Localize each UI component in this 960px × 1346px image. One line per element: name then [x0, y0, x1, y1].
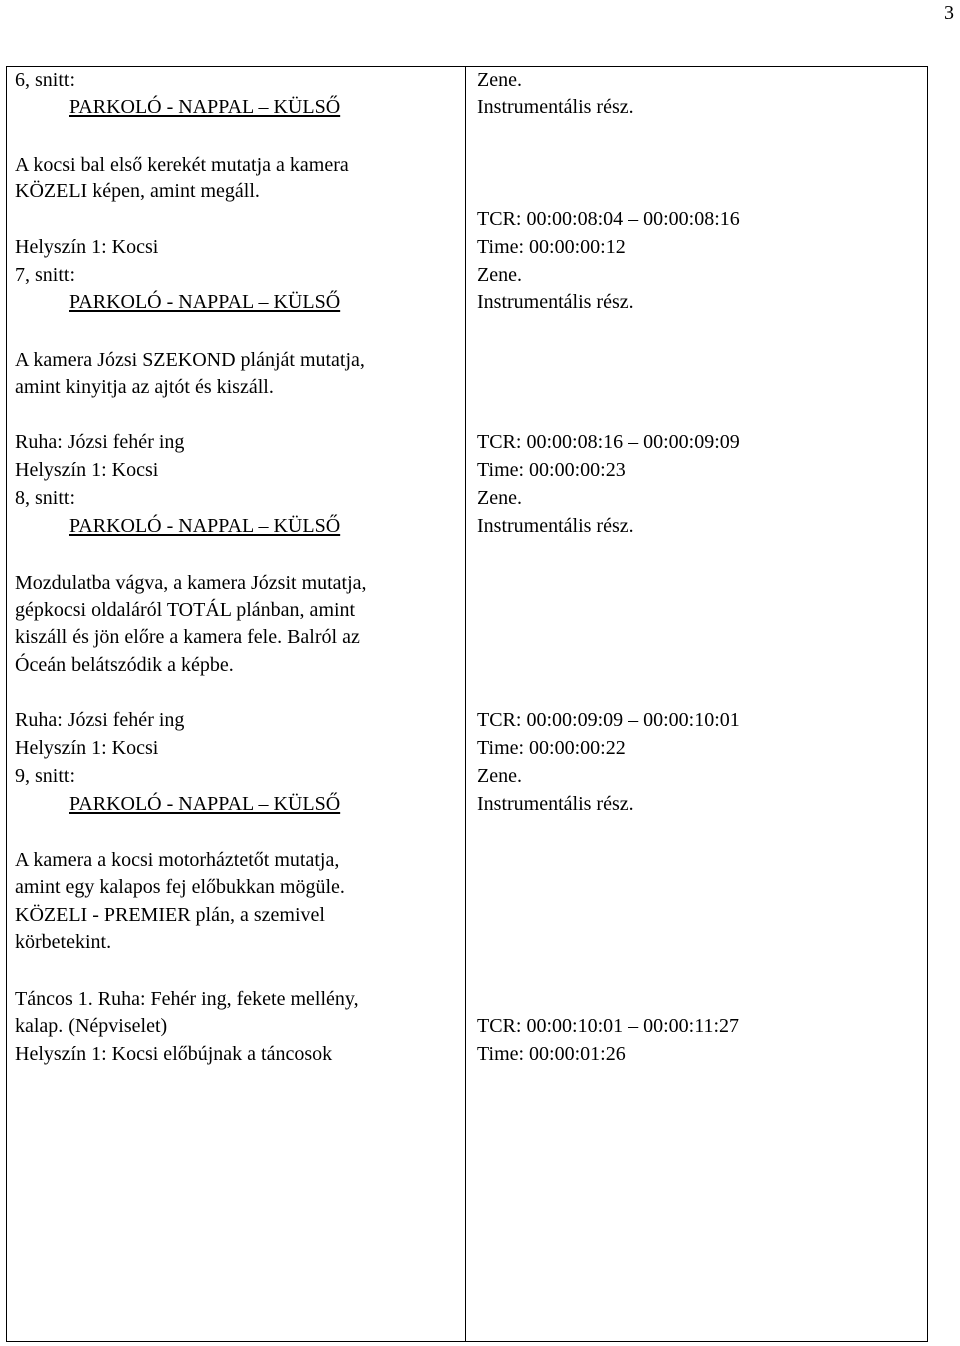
scene-heading: [15, 513, 340, 541]
scene-text-line: Táncos 1. Ruha: Fehér ing, fekete mellény,: [15, 988, 359, 1010]
timecode-text-line: Zene.: [477, 765, 522, 787]
scene-text-line: Ruha: Józsi fehér ing: [15, 709, 185, 731]
scene-text-line: 9, snitt:: [15, 765, 76, 787]
timecode-text-line: TCR: 00:00:08:04 – 00:00:08:16: [477, 208, 740, 230]
scene-text-line: kalap. (Népviselet): [15, 1015, 168, 1037]
timecode-text-line: Time: 00:00:00:12: [477, 236, 626, 258]
scene-text-line: Óceán belátszódik a képbe.: [15, 654, 234, 676]
scene-text-line: A kamera Józsi SZEKOND plánját mutatja,: [15, 349, 365, 371]
scene-heading-text: PARKOLÓ - NAPPAL – KÜLSŐ: [69, 793, 341, 815]
scene-text-line: 6, snitt:: [15, 69, 76, 91]
scene-text-line: Mozdulatba vágva, a kamera Józsit mutatja,: [15, 572, 367, 594]
timecode-text-line: Time: 00:00:00:23: [477, 459, 626, 481]
timecode-text-line: Instrumentális rész.: [477, 96, 634, 118]
timecode-text-line: Zene.: [477, 264, 522, 286]
timecode-text-line: TCR: 00:00:09:09 – 00:00:10:01: [477, 709, 740, 731]
timecode-text-line: Zene.: [477, 487, 522, 509]
column-divider: [465, 67, 466, 1341]
scene-heading: [15, 791, 340, 819]
scene-text-line: kiszáll és jön előre a kamera fele. Balról az: [15, 626, 360, 648]
scene-text-line: A kamera a kocsi motorháztetőt mutatja,: [15, 849, 340, 871]
timecode-text-line: Instrumentális rész.: [477, 793, 634, 815]
scene-heading-text: PARKOLÓ - NAPPAL – KÜLSŐ: [69, 96, 341, 118]
scene-text-line: amint egy kalapos fej előbukkan mögüle.: [15, 876, 345, 898]
timecode-text-line: TCR: 00:00:10:01 – 00:00:11:27: [477, 1015, 740, 1037]
scene-text-line: Helyszín 1: Kocsi: [15, 737, 159, 759]
scene-text-line: KÖZELI - PREMIER plán, a szemivel: [15, 904, 325, 926]
scene-text-line: gépkocsi oldaláról TOTÁL plánban, amint: [15, 599, 356, 621]
scene-heading-text: PARKOLÓ - NAPPAL – KÜLSŐ: [69, 515, 341, 537]
scene-text-line: A kocsi bal első kerekét mutatja a kamera: [15, 154, 349, 176]
scene-text-line: Helyszín 1: Kocsi: [15, 236, 159, 258]
timecode-text-line: Time: 00:00:01:26: [477, 1043, 626, 1065]
scene-text-line: 7, snitt:: [15, 264, 76, 286]
scene-text-line: Helyszín 1: Kocsi előbújnak a táncosok: [15, 1043, 333, 1065]
page-number: 3: [944, 2, 954, 24]
scene-heading-text: PARKOLÓ - NAPPAL – KÜLSŐ: [69, 291, 341, 313]
timecode-text-line: Zene.: [477, 69, 522, 91]
scene-text-line: körbetekint.: [15, 931, 112, 953]
scene-heading: [15, 289, 340, 317]
scene-text-line: Helyszín 1: Kocsi: [15, 459, 159, 481]
scene-text-line: 8, snitt:: [15, 487, 76, 509]
scene-text-line: KÖZELI képen, amint megáll.: [15, 180, 260, 202]
timecode-text-line: Time: 00:00:00:22: [477, 737, 626, 759]
script-table: [6, 66, 928, 1342]
timecode-text-line: TCR: 00:00:08:16 – 00:00:09:09: [477, 431, 740, 453]
scene-text-line: amint kinyitja az ajtót és kiszáll.: [15, 376, 274, 398]
timecode-text-line: Instrumentális rész.: [477, 515, 634, 537]
scene-heading: [15, 94, 340, 122]
timecode-text-line: Instrumentális rész.: [477, 291, 634, 313]
scene-text-line: Ruha: Józsi fehér ing: [15, 431, 185, 453]
